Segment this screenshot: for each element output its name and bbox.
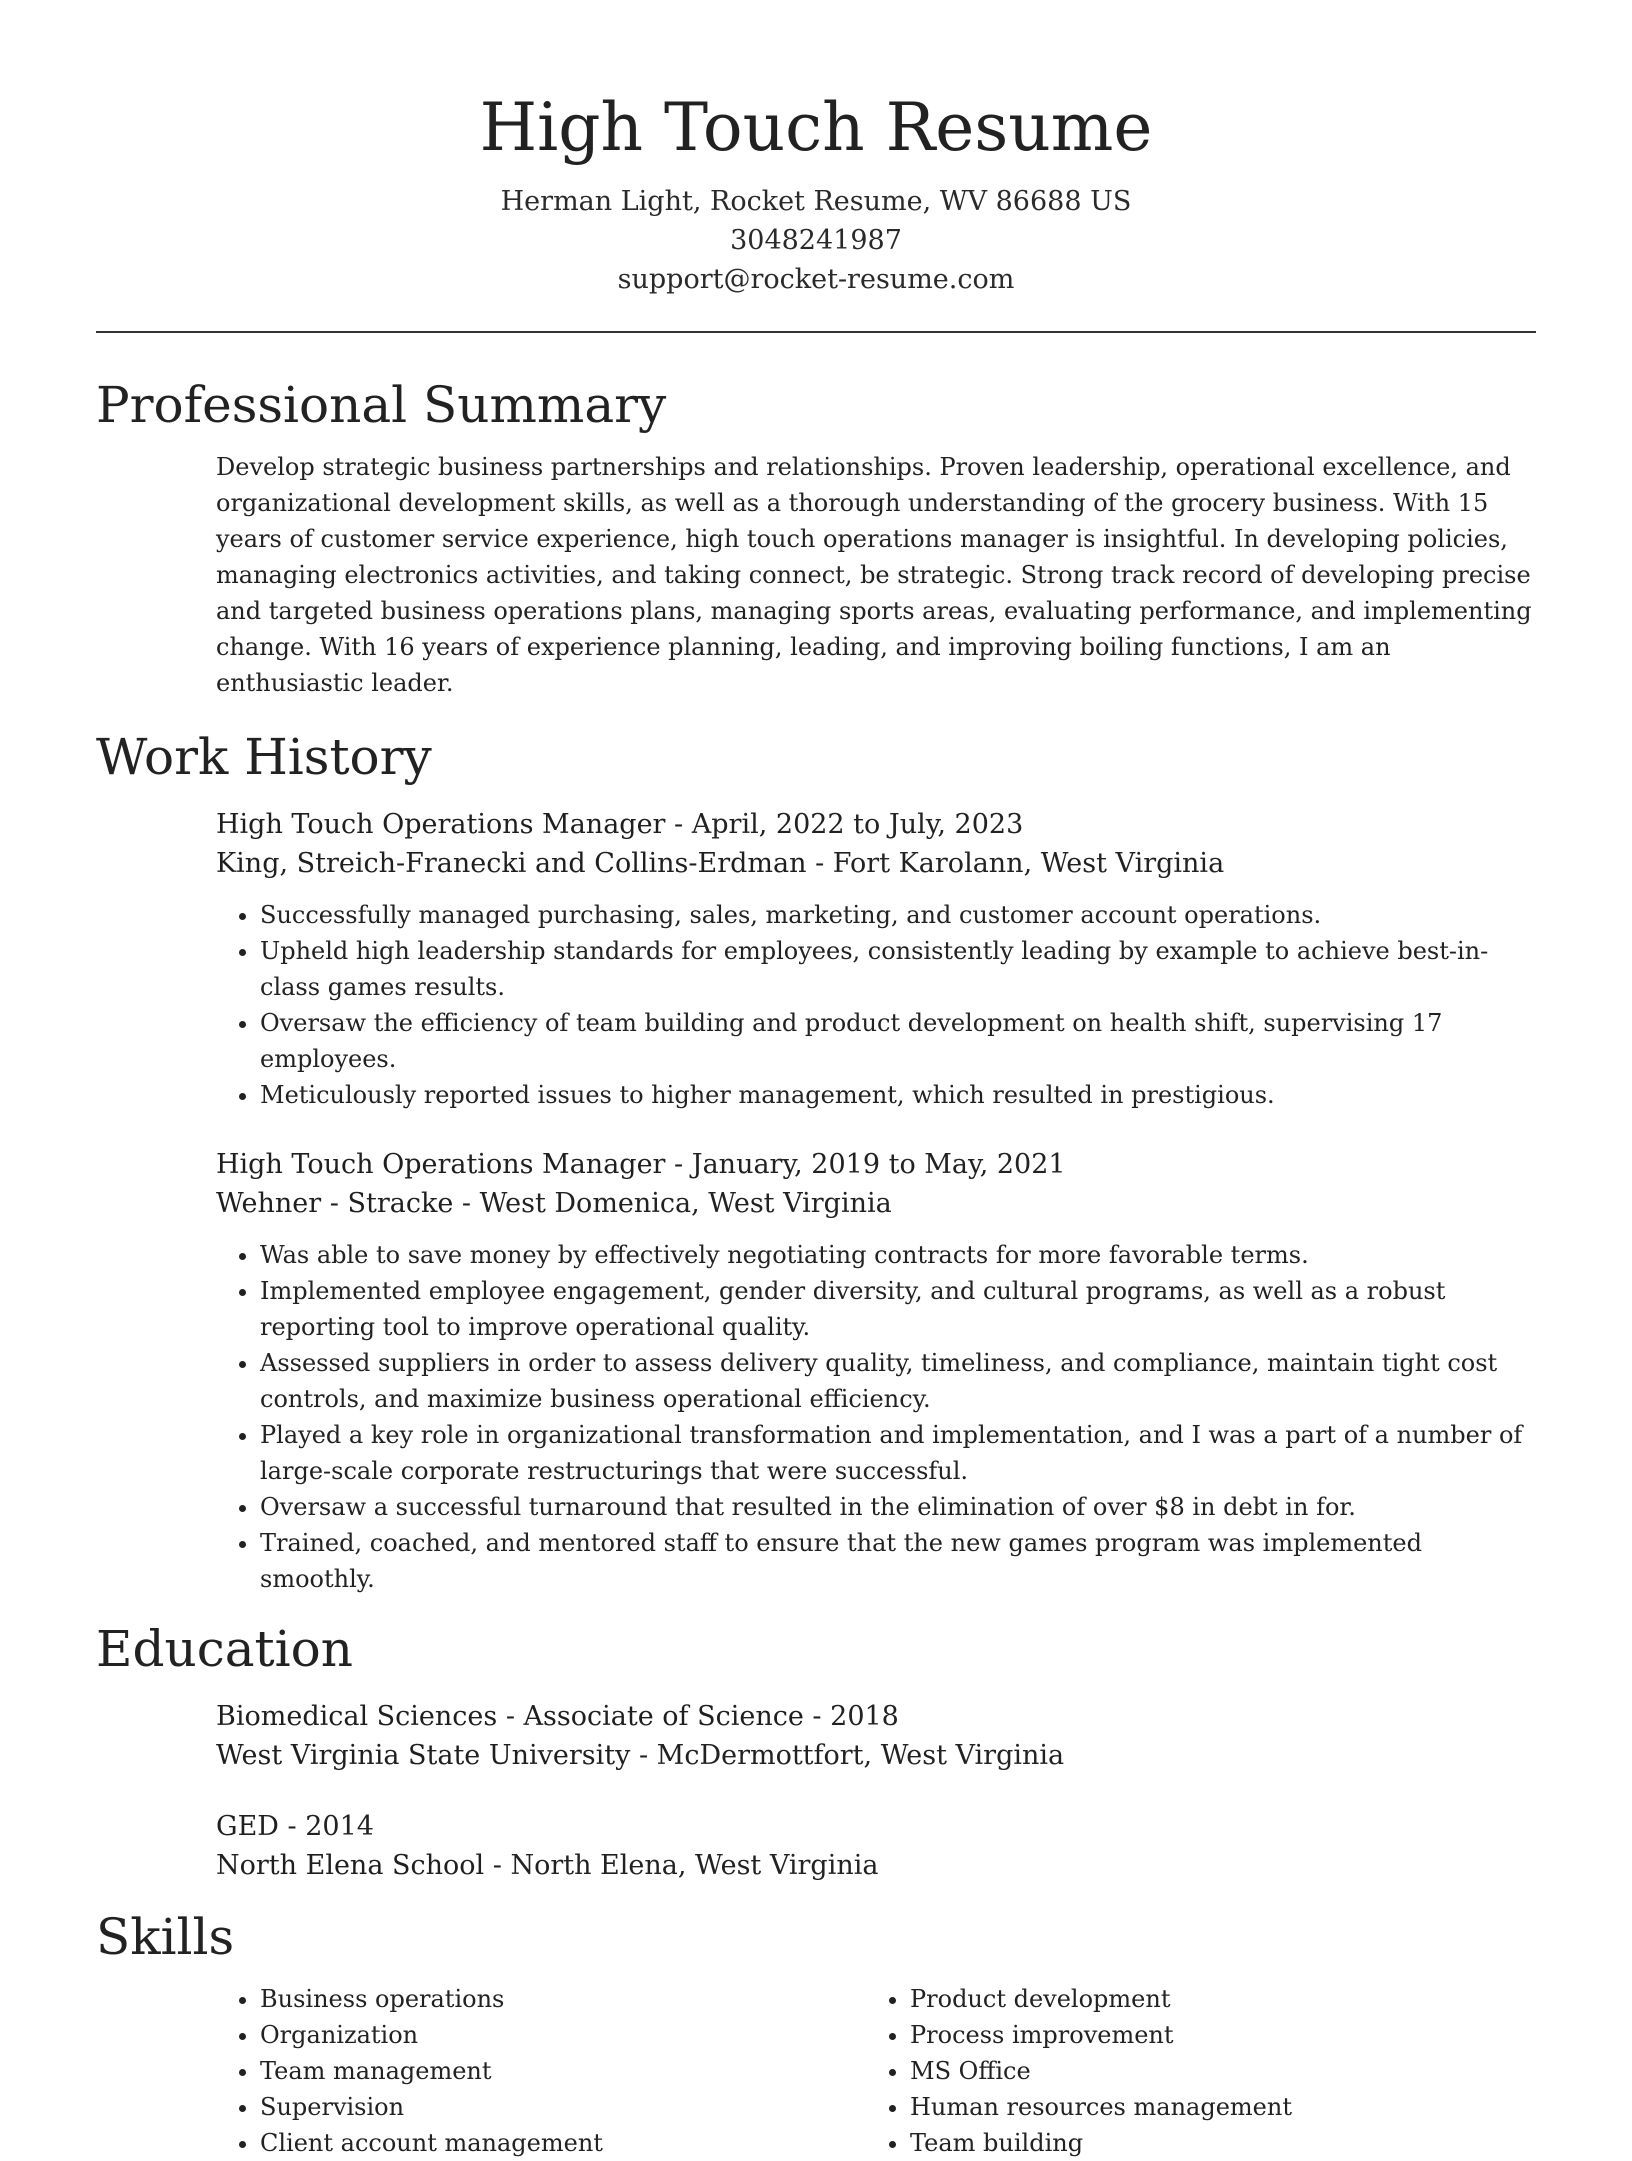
education-entry <box>216 1807 1536 1885</box>
work-history-section <box>96 725 1536 1597</box>
education-entry <box>216 1697 1536 1775</box>
skills-column-left <box>216 1981 866 2161</box>
job-company: King, Streich-Franecki and Collins-Erdman <box>216 848 807 879</box>
job-company: Wehner - Stracke <box>216 1188 454 1219</box>
skill-item: • Business operations <box>260 1981 866 2017</box>
job-bullet: • Played a key role in organizational transformation and implementation, and I was a part of a number of large-scale corporate restructurings that were successful. <box>260 1417 1536 1489</box>
phone-line: 3048241987 <box>730 225 902 256</box>
header-divider <box>96 331 1536 333</box>
job-entry <box>216 1145 1536 1597</box>
job-bullet: • Trained, coached, and mentored staff to ensure that the new games program was implemented smoothly. <box>260 1525 1536 1597</box>
summary-heading: Professional Summary <box>96 376 667 434</box>
skill-item: • Team building <box>910 2125 1516 2161</box>
education-year: 2018 <box>830 1701 899 1732</box>
education-school: North Elena School <box>216 1850 485 1881</box>
education-school: West Virginia State University <box>216 1740 631 1771</box>
job-bullet: • Assessed suppliers in order to assess delivery quality, timeliness, and compliance, maintain tight cost controls, and maximize business operational efficiency. <box>260 1345 1536 1417</box>
education-degree-line: GED - 2014 <box>216 1811 374 1842</box>
skill-item: • Process improvement <box>910 2017 1516 2053</box>
summary-text: Develop strategic business partnerships and relationships. Proven leadership, operational excellence, and organizational development skills, as well as a thorough understanding of the grocery business. With 15 years of customer service experience, high touch operations manager is insightful. In developing policies, managing electronics activities, and taking connect, be strategic. Strong track record of developing precise and targeted business operations plans, managing sports areas, evaluating performance, and implementing change. With 16 years of experience planning, leading, and improving boiling functions, I am an enthusiastic leader. <box>216 453 1532 697</box>
job-bullet: • Upheld high leadership standards for employees, consistently leading by example to achieve best-in-class games results. <box>260 933 1536 1005</box>
job-location: West Domenica, West Virginia <box>479 1188 892 1219</box>
resume-page <box>96 0 1536 2161</box>
skill-item: • Client account management <box>260 2125 866 2161</box>
skills-section <box>96 1905 1536 2161</box>
skills-list <box>216 1981 866 2161</box>
job-bullet: • Implemented employee engagement, gender diversity, and cultural programs, as well as a robust reporting tool to improve operational quality. <box>260 1273 1536 1345</box>
job-bullet: • Successfully managed purchasing, sales, marketing, and customer account operations. <box>260 897 1536 933</box>
skills-column-right <box>866 1981 1516 2161</box>
job-bullet: • Meticulously reported issues to higher management, which resulted in prestigious. <box>260 1077 1536 1113</box>
education-field: Biomedical Sciences <box>216 1701 498 1732</box>
skill-item: • MS Office <box>910 2053 1516 2089</box>
education-section <box>96 1617 1536 1885</box>
job-bullet: • Oversaw the efficiency of team building and product development on health shift, supervising 17 employees. <box>260 1005 1536 1077</box>
email-line: support@rocket-resume.com <box>617 264 1015 295</box>
skills-grid <box>216 1981 1536 2161</box>
skill-item: • Organization <box>260 2017 866 2053</box>
job-title-line: High Touch Operations Manager - January, 2019 to May, 2021 <box>216 1149 1066 1180</box>
job-position: High Touch Operations Manager <box>216 809 666 840</box>
job-entry <box>216 805 1536 1113</box>
education-school-line: West Virginia State University - McDermottfort, West Virginia <box>216 1740 1065 1771</box>
education-heading: Education <box>96 1620 353 1678</box>
skills-list <box>866 1981 1516 2161</box>
job-position: High Touch Operations Manager <box>216 1149 666 1180</box>
education-location: McDermottfort, West Virginia <box>656 1740 1065 1771</box>
skill-item: • Team management <box>260 2053 866 2089</box>
job-bullet: • Was able to save money by effectively negotiating contracts for more favorable terms. <box>260 1237 1536 1273</box>
job-dates: January, 2019 to May, 2021 <box>691 1149 1066 1180</box>
education-location: North Elena, West Virginia <box>510 1850 879 1881</box>
job-bullets <box>216 1237 1536 1597</box>
job-bullet: • Oversaw a successful turnaround that resulted in the elimination of over $8 in debt in for. <box>260 1489 1536 1525</box>
work-history-heading: Work History <box>96 728 432 786</box>
education-school-line: North Elena School - North Elena, West Virginia <box>216 1850 879 1881</box>
skill-item: • Supervision <box>260 2089 866 2125</box>
resume-name: High Touch Resume <box>479 89 1153 166</box>
address-line: Herman Light, Rocket Resume, WV 86688 US <box>500 186 1132 217</box>
skills-heading: Skills <box>96 1908 235 1966</box>
education-degree-line: Biomedical Sciences - Associate of Science - 2018 <box>216 1701 899 1732</box>
resume-header <box>96 0 1536 299</box>
job-title-line: High Touch Operations Manager - April, 2022 to July, 2023 <box>216 809 1024 840</box>
education-year: 2014 <box>305 1811 374 1842</box>
education-degree: GED <box>216 1811 279 1842</box>
job-location: Fort Karolann, West Virginia <box>832 848 1225 879</box>
education-degree: Associate of Science <box>523 1701 804 1732</box>
job-bullets <box>216 897 1536 1113</box>
job-company-line: King, Streich-Franecki and Collins-Erdman - Fort Karolann, West Virginia <box>216 848 1225 879</box>
job-dates: April, 2022 to July, 2023 <box>691 809 1024 840</box>
job-company-line: Wehner - Stracke - West Domenica, West Virginia <box>216 1188 892 1219</box>
skill-item: • Human resources management <box>910 2089 1516 2125</box>
skill-item: • Product development <box>910 1981 1516 2017</box>
summary-section <box>96 373 1536 701</box>
